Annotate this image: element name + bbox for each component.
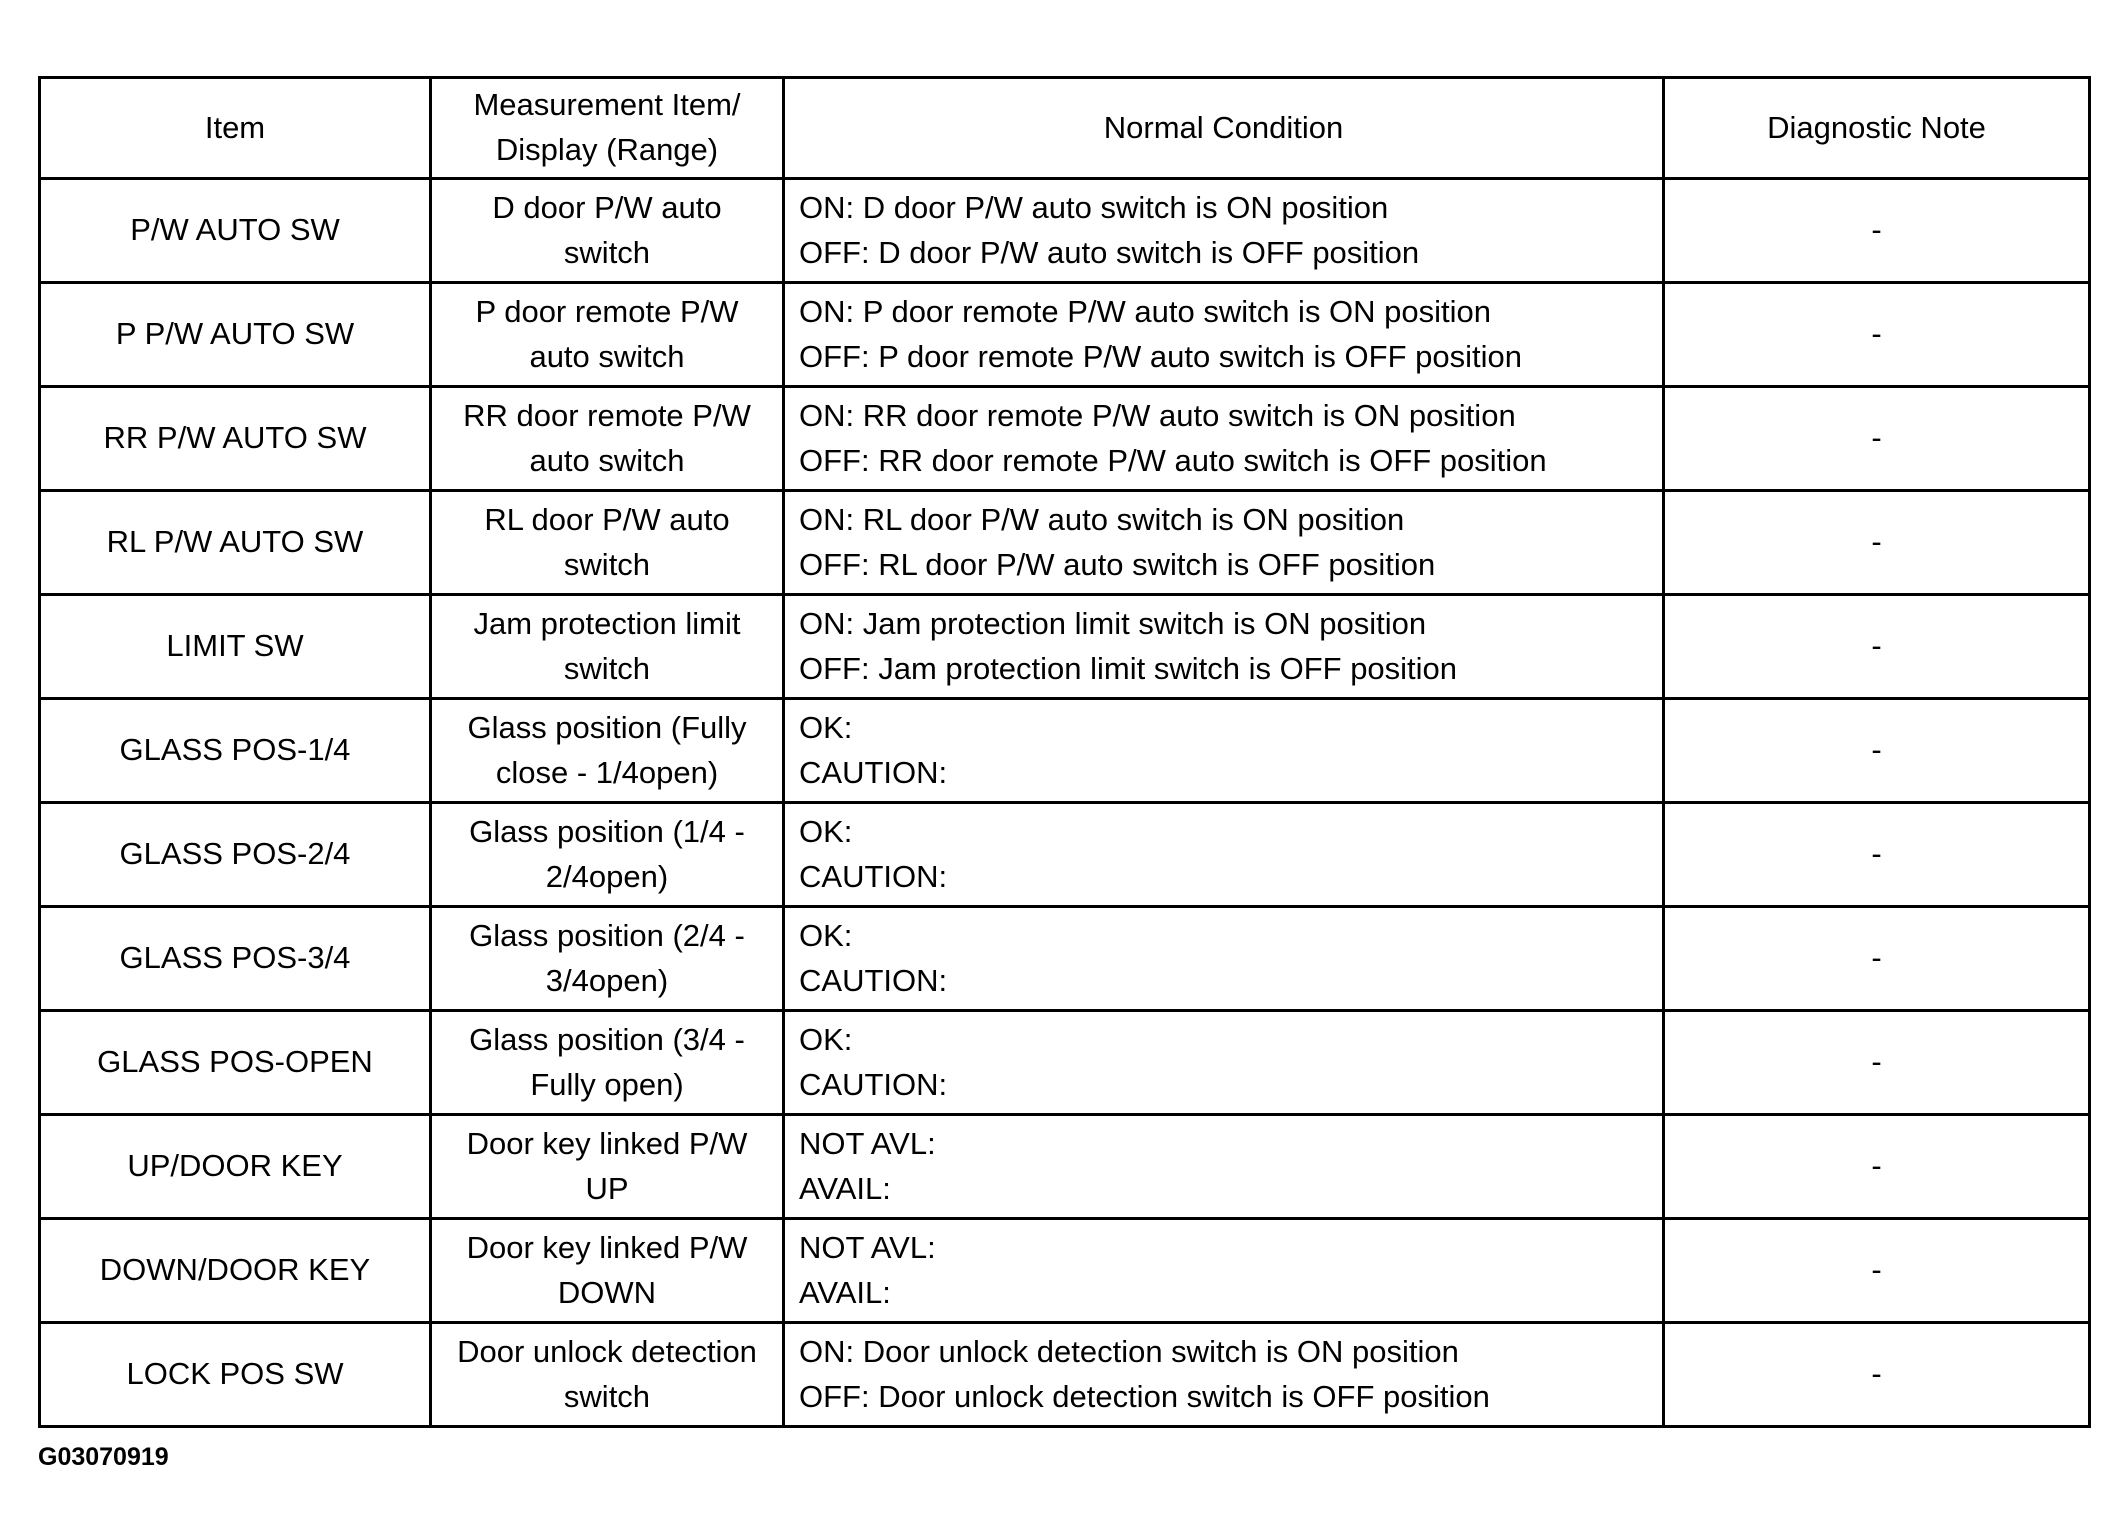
diagnostic-note-cell: - — [1664, 699, 2090, 803]
diagnostic-note-cell: - — [1664, 907, 2090, 1011]
table-header — [40, 78, 2090, 179]
diagnostic-note-cell: - — [1664, 283, 2090, 387]
measurement-cell: Door key linked P/W DOWN — [431, 1219, 784, 1323]
item-cell: GLASS POS-1/4 — [40, 699, 431, 803]
normal-condition-cell — [784, 1323, 1664, 1427]
condition-line: NOT AVL: — [799, 1229, 936, 1265]
normal-condition-cell — [784, 1219, 1664, 1323]
condition-line: CAUTION: — [799, 1066, 948, 1102]
table-row — [40, 1011, 2090, 1115]
condition-line: CAUTION: — [799, 754, 948, 790]
diagnostic-note-cell: - — [1664, 1219, 2090, 1323]
header-row — [40, 78, 2090, 179]
normal-condition-cell — [784, 699, 1664, 803]
condition-line: ON: RL door P/W auto switch is ON position — [799, 501, 1405, 537]
header-item: Item — [40, 78, 431, 179]
normal-condition-cell — [784, 1115, 1664, 1219]
condition-line: AVAIL: — [799, 1170, 891, 1206]
measurement-cell: RR door remote P/W auto switch — [431, 387, 784, 491]
diagnostic-note-cell: - — [1664, 1011, 2090, 1115]
condition-line: ON: D door P/W auto switch is ON position — [799, 189, 1389, 225]
diagnostic-note-cell: - — [1664, 1323, 2090, 1427]
condition-line: OFF: RL door P/W auto switch is OFF position — [799, 546, 1436, 582]
diagnostic-note-cell: - — [1664, 387, 2090, 491]
item-cell: P P/W AUTO SW — [40, 283, 431, 387]
diagnostic-note-cell: - — [1664, 179, 2090, 283]
condition-line: OK: — [799, 1021, 853, 1057]
item-cell: GLASS POS-OPEN — [40, 1011, 431, 1115]
item-cell: GLASS POS-2/4 — [40, 803, 431, 907]
header-diagnostic-note: Diagnostic Note — [1664, 78, 2090, 179]
normal-condition-cell — [784, 595, 1664, 699]
condition-line: ON: Door unlock detection switch is ON position — [799, 1333, 1459, 1369]
diagnostic-note-cell: - — [1664, 1115, 2090, 1219]
diagnostic-note-cell: - — [1664, 491, 2090, 595]
table-row — [40, 179, 2090, 283]
table-row — [40, 595, 2090, 699]
normal-condition-cell — [784, 179, 1664, 283]
normal-condition-cell — [784, 283, 1664, 387]
table-row — [40, 907, 2090, 1011]
condition-line: ON: Jam protection limit switch is ON position — [799, 605, 1427, 641]
measurement-cell: Glass position (2/4 - 3/4open) — [431, 907, 784, 1011]
condition-line: NOT AVL: — [799, 1125, 936, 1161]
normal-condition-cell — [784, 387, 1664, 491]
normal-condition-cell — [784, 491, 1664, 595]
condition-line: OFF: D door P/W auto switch is OFF position — [799, 234, 1420, 270]
condition-line: OFF: P door remote P/W auto switch is OFF position — [799, 338, 1522, 374]
normal-condition-cell — [784, 907, 1664, 1011]
measurement-cell: D door P/W auto switch — [431, 179, 784, 283]
table-row — [40, 1219, 2090, 1323]
measurement-cell: Glass position (Fully close - 1/4open) — [431, 699, 784, 803]
table-row — [40, 491, 2090, 595]
item-cell: DOWN/DOOR KEY — [40, 1219, 431, 1323]
condition-line: OK: — [799, 709, 853, 745]
figure-id: G03070919 — [38, 1443, 169, 1471]
condition-line: OK: — [799, 813, 853, 849]
item-cell: RR P/W AUTO SW — [40, 387, 431, 491]
diagnostic-note-cell: - — [1664, 595, 2090, 699]
condition-line: ON: RR door remote P/W auto switch is ON position — [799, 397, 1516, 433]
table-row — [40, 699, 2090, 803]
measurement-cell: Door unlock detection switch — [431, 1323, 784, 1427]
normal-condition-cell — [784, 803, 1664, 907]
condition-line: CAUTION: — [799, 858, 948, 894]
diagnostic-note-cell: - — [1664, 803, 2090, 907]
condition-line: OFF: RR door remote P/W auto switch is OFF position — [799, 442, 1547, 478]
measurement-cell: RL door P/W auto switch — [431, 491, 784, 595]
table-row — [40, 387, 2090, 491]
table-row — [40, 1115, 2090, 1219]
normal-condition-cell — [784, 1011, 1664, 1115]
condition-line: CAUTION: — [799, 962, 948, 998]
condition-line: OK: — [799, 917, 853, 953]
item-cell: LIMIT SW — [40, 595, 431, 699]
measurement-cell: Jam protection limit switch — [431, 595, 784, 699]
table-row — [40, 803, 2090, 907]
item-cell: UP/DOOR KEY — [40, 1115, 431, 1219]
measurement-cell: Door key linked P/W UP — [431, 1115, 784, 1219]
condition-line: AVAIL: — [799, 1274, 891, 1310]
table-row — [40, 283, 2090, 387]
condition-line: OFF: Door unlock detection switch is OFF position — [799, 1378, 1490, 1414]
condition-line: ON: P door remote P/W auto switch is ON position — [799, 293, 1492, 329]
item-cell: RL P/W AUTO SW — [40, 491, 431, 595]
measurement-cell: Glass position (3/4 - Fully open) — [431, 1011, 784, 1115]
table-row — [40, 1323, 2090, 1427]
table-body — [40, 179, 2090, 1427]
item-cell: GLASS POS-3/4 — [40, 907, 431, 1011]
item-cell: P/W AUTO SW — [40, 179, 431, 283]
header-normal-condition: Normal Condition — [784, 78, 1664, 179]
item-cell: LOCK POS SW — [40, 1323, 431, 1427]
condition-line: OFF: Jam protection limit switch is OFF position — [799, 650, 1458, 686]
header-measurement: Measurement Item/ Display (Range) — [431, 78, 784, 179]
diagnostic-table — [38, 76, 2091, 1428]
measurement-cell: P door remote P/W auto switch — [431, 283, 784, 387]
measurement-cell: Glass position (1/4 - 2/4open) — [431, 803, 784, 907]
